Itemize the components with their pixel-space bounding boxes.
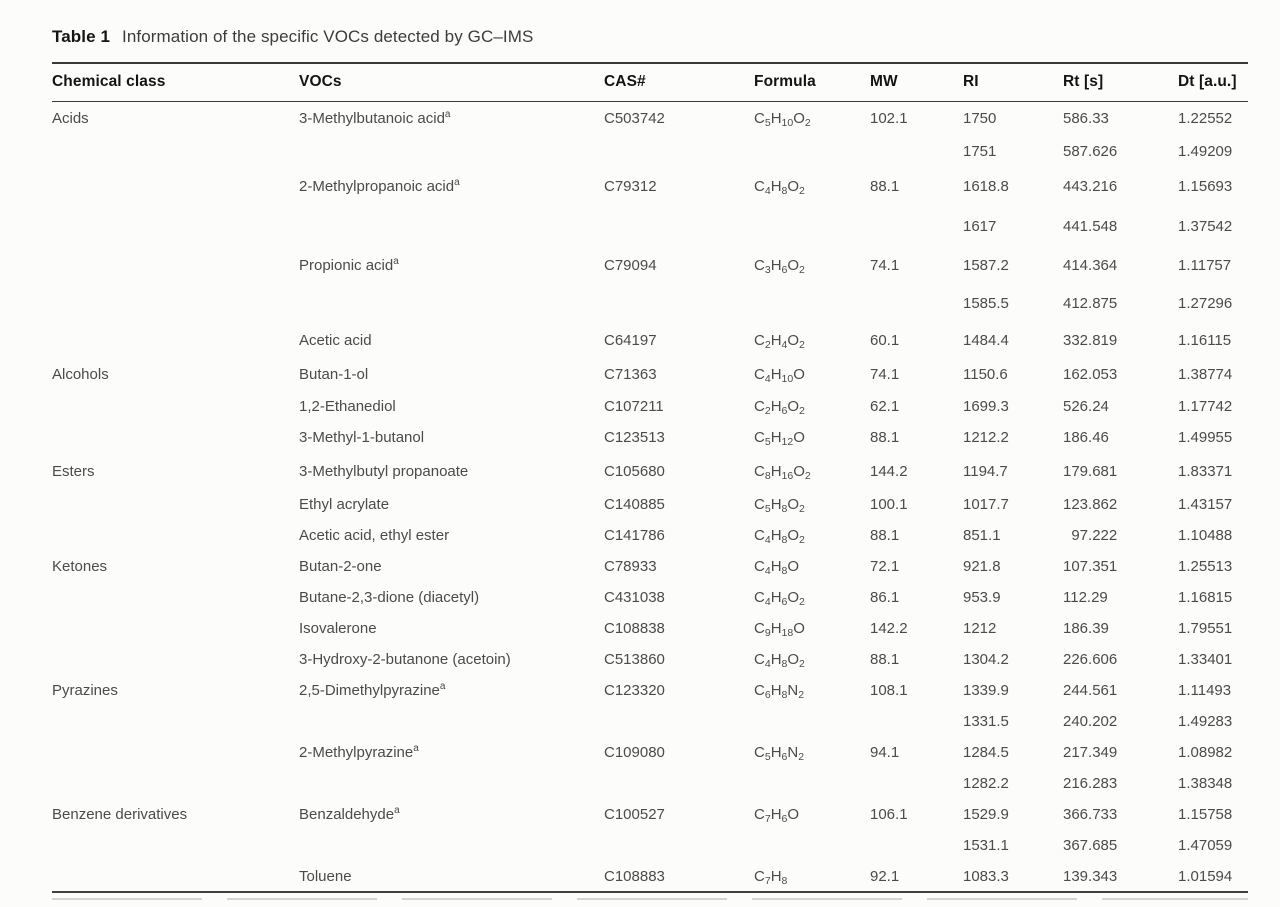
cell-voc: 3-Methyl-1-butanol	[299, 429, 425, 446]
footnote-marker: a	[444, 108, 451, 120]
column-header: Chemical class	[52, 63, 299, 101]
cell-chemical-class	[52, 323, 299, 357]
table-row	[52, 706, 1248, 737]
cell-chemical-class	[52, 582, 299, 613]
cell-voc: 3-Methylbutyl propanoate	[299, 462, 469, 480]
cell-voc: 3-Methylbutanoic acid$^a$	[299, 108, 451, 127]
cell-mw: 60.1	[870, 331, 900, 349]
cell-ri: 1150.6	[963, 365, 1008, 383]
cell-rt: 112.29	[1063, 589, 1108, 606]
cell-mw: 94.1	[870, 744, 900, 761]
cell-ri: 851.1	[963, 527, 1001, 544]
cell-rt: 162.053	[1063, 365, 1118, 383]
cell-dt: 1.15758	[1178, 806, 1233, 823]
cell-dt: 1.79551	[1178, 620, 1233, 637]
cell-chemical-class	[52, 830, 299, 861]
cell-cas: C79094	[604, 256, 657, 274]
cell-chemical-class	[52, 247, 299, 283]
cell-mw: 74.1	[870, 365, 900, 383]
cell-dt: 1.11757	[1178, 256, 1232, 274]
cell-cas: C78933	[604, 558, 657, 575]
cell-ri: 1617	[963, 217, 997, 235]
cell-ri: 1083.3	[963, 867, 1009, 885]
cell-chemical-class	[52, 167, 299, 205]
cell-voc: Toluene	[299, 867, 352, 885]
table-row	[52, 675, 1248, 706]
cell-cas	[604, 768, 754, 799]
cell-formula: $C_5H_{10}O_2$	[754, 109, 811, 129]
cell-cas: C141786	[604, 527, 665, 544]
table-row	[52, 582, 1248, 613]
cell-rt: 97.222	[1063, 527, 1118, 544]
cell-voc	[299, 135, 604, 167]
cell-cas: C107211	[604, 398, 664, 415]
cell-mw	[870, 830, 963, 861]
cell-ri: 1212	[963, 620, 997, 637]
cell-cas: C108838	[604, 620, 665, 637]
cell-voc: Ethyl acrylate	[299, 496, 390, 513]
footnote-marker: a	[393, 255, 399, 267]
cell-chemical-class	[52, 768, 299, 799]
cell-voc: Butane-2,3-dione (diacetyl)	[299, 589, 480, 606]
table-row	[52, 283, 1248, 323]
cell-formula: $C_4H_8O$	[754, 558, 800, 577]
cell-mw: 88.1	[870, 429, 900, 446]
cell-dt: 1.49283	[1178, 713, 1233, 730]
cell-cas: C100527	[604, 806, 665, 823]
cell-cas	[604, 283, 754, 323]
cell-mw	[870, 768, 963, 799]
cell-ri: 921.8	[963, 558, 1001, 575]
cell-mw	[870, 135, 963, 167]
cell-rt: 107.351	[1063, 558, 1118, 575]
cell-rt: 240.202	[1063, 713, 1118, 730]
cell-cas: C71363	[604, 365, 657, 383]
table-row	[52, 861, 1248, 892]
cell-dt: 1.22552	[1178, 109, 1233, 127]
cell-rt: 412.875	[1063, 294, 1118, 312]
cell-chemical-class: Alcohols	[52, 365, 109, 383]
cell-formula: $C_5H_6N_2$	[754, 744, 805, 763]
cell-chemical-class	[52, 706, 299, 737]
cell-cas	[604, 205, 754, 247]
cell-chemical-class: Ketones	[52, 558, 108, 575]
cell-formula	[754, 283, 870, 323]
cell-ri: 1531.1	[963, 837, 1009, 854]
cell-ri: 1618.8	[963, 177, 1009, 195]
table-row	[52, 205, 1248, 247]
cell-voc: 2-Methylpyrazine$^a$	[299, 743, 419, 761]
cell-formula: $C_4H_6O_2$	[754, 589, 805, 608]
cell-dt: 1.33401	[1178, 651, 1233, 668]
cell-mw	[870, 706, 963, 737]
bottom-double-rule	[52, 898, 1248, 900]
cell-rt: 186.39	[1063, 620, 1109, 637]
footnote-marker: a	[394, 805, 400, 816]
table-number-label: Table 1	[52, 27, 111, 46]
cell-ri: 1017.7	[963, 496, 1009, 513]
cell-rt: 332.819	[1063, 331, 1118, 349]
cell-rt: 586.33	[1063, 109, 1109, 127]
table-row	[52, 830, 1248, 861]
cell-mw	[870, 283, 963, 323]
cell-dt: 1.38348	[1178, 775, 1233, 792]
cell-formula: $C_7H_6O$	[754, 806, 800, 825]
cell-dt: 1.11493	[1178, 682, 1232, 699]
cell-mw: 144.2	[870, 462, 908, 480]
cell-dt: 1.38774	[1178, 365, 1233, 383]
cell-mw: 88.1	[870, 177, 900, 195]
table-row	[52, 768, 1248, 799]
cell-voc: 3-Hydroxy-2-butanone (acetoin)	[299, 651, 511, 668]
cell-cas	[604, 706, 754, 737]
cell-voc	[299, 205, 604, 247]
table-row	[52, 391, 1248, 422]
cell-ri: 1484.4	[963, 331, 1009, 349]
cell-chemical-class	[52, 489, 299, 520]
cell-formula: $C_4H_8O_2$	[754, 651, 805, 670]
cell-chemical-class: Benzene derivatives	[52, 806, 188, 823]
cell-formula: $C_4H_{10}O$	[754, 365, 805, 385]
cell-voc: 1,2-Ethanediol	[299, 398, 396, 415]
cell-cas	[604, 830, 754, 861]
cell-mw: 86.1	[870, 589, 900, 606]
cell-mw: 100.1	[870, 496, 908, 513]
table-header	[52, 63, 1248, 101]
cell-cas: C64197	[604, 331, 657, 349]
column-header: MW	[870, 63, 963, 101]
table-row	[52, 551, 1248, 582]
table-row	[52, 453, 1248, 489]
column-header: VOCs	[299, 63, 604, 101]
cell-chemical-class	[52, 737, 299, 768]
table-caption	[52, 26, 1248, 48]
cell-mw: 72.1	[870, 558, 900, 575]
cell-formula	[754, 830, 870, 861]
cell-dt: 1.01594	[1178, 867, 1233, 885]
cell-cas	[604, 135, 754, 167]
cell-ri: 1339.9	[963, 682, 1009, 699]
cell-chemical-class	[52, 391, 299, 422]
cell-formula	[754, 135, 870, 167]
cell-cas: C108883	[604, 867, 665, 885]
cell-voc: Acetic acid, ethyl ester	[299, 527, 450, 544]
cell-rt: 179.681	[1063, 462, 1118, 480]
table-row	[52, 520, 1248, 551]
cell-ri: 1585.5	[963, 294, 1009, 312]
cell-formula: $C_8H_{16}O_2$	[754, 462, 811, 482]
cell-dt: 1.27296	[1178, 294, 1233, 312]
table-row	[52, 422, 1248, 453]
cell-mw: 88.1	[870, 527, 900, 544]
cell-formula: $C_9H_{18}O$	[754, 620, 805, 639]
cell-rt: 216.283	[1063, 775, 1118, 792]
cell-chemical-class	[52, 644, 299, 675]
table-row	[52, 613, 1248, 644]
cell-voc	[299, 768, 604, 799]
cell-rt: 217.349	[1063, 744, 1118, 761]
cell-chemical-class: Pyrazines	[52, 682, 118, 699]
table-row	[52, 357, 1248, 391]
cell-chemical-class	[52, 613, 299, 644]
cell-formula: $C_4H_8O_2$	[754, 527, 805, 546]
cell-rt: 244.561	[1063, 682, 1118, 699]
cell-ri: 1529.9	[963, 806, 1009, 823]
cell-chemical-class	[52, 205, 299, 247]
cell-chemical-class: Esters	[52, 462, 95, 480]
cell-voc: Propionic acid$^a$	[299, 255, 399, 274]
cell-ri: 1212.2	[963, 429, 1009, 446]
cell-formula: $C_2H_6O_2$	[754, 398, 805, 417]
cell-dt: 1.16815	[1178, 589, 1233, 606]
cell-chemical-class	[52, 520, 299, 551]
cell-rt: 367.685	[1063, 837, 1118, 854]
cell-ri: 1587.2	[963, 256, 1009, 274]
cell-dt: 1.37542	[1178, 217, 1233, 235]
cell-rt: 414.364	[1063, 256, 1118, 274]
cell-ri: 1699.3	[963, 398, 1009, 415]
cell-dt: 1.49209	[1178, 142, 1233, 160]
cell-dt: 1.83371	[1178, 462, 1233, 480]
cell-voc: Acetic acid	[299, 331, 372, 349]
cell-dt: 1.25513	[1178, 558, 1233, 575]
column-header: RI	[963, 63, 1063, 101]
cell-cas: C123320	[604, 682, 665, 699]
column-header: Rt [s]	[1063, 63, 1178, 101]
cell-voc	[299, 830, 604, 861]
cell-chemical-class	[52, 283, 299, 323]
cell-formula: $C_4H_8O_2$	[754, 177, 805, 197]
cell-voc: Benzaldehyde$^a$	[299, 805, 400, 823]
cell-dt: 1.49955	[1178, 429, 1233, 446]
table-body	[52, 101, 1248, 892]
cell-rt: 443.216	[1063, 177, 1118, 195]
cell-cas: C123513	[604, 429, 665, 446]
cell-voc: Butan-1-ol	[299, 365, 369, 383]
cell-dt: 1.16115	[1178, 331, 1232, 349]
cell-rt: 186.46	[1063, 429, 1109, 446]
table-row	[52, 135, 1248, 167]
table-header-row	[52, 63, 1248, 101]
cell-formula: $C_5H_{12}O$	[754, 429, 805, 448]
cell-dt: 1.43157	[1178, 496, 1233, 513]
cell-ri: 1751	[963, 142, 997, 160]
cell-rt: 587.626	[1063, 142, 1118, 160]
cell-cas: C513860	[604, 651, 665, 668]
table-row	[52, 799, 1248, 830]
cell-dt: 1.08982	[1178, 744, 1233, 761]
cell-formula: $C_5H_8O_2$	[754, 496, 805, 515]
table-row	[52, 167, 1248, 205]
cell-voc: Butan-2-one	[299, 558, 382, 575]
cell-cas: C503742	[604, 109, 665, 127]
cell-mw: 142.2	[870, 620, 908, 637]
voc-table	[52, 62, 1248, 893]
cell-rt: 123.862	[1063, 496, 1118, 513]
cell-rt: 441.548	[1063, 217, 1118, 235]
cell-formula: $C_6H_8N_2$	[754, 682, 805, 701]
cell-ri: 1194.7	[963, 462, 1008, 480]
table-row	[52, 247, 1248, 283]
footnote-marker: a	[454, 176, 460, 188]
cell-chemical-class	[52, 135, 299, 167]
cell-dt: 1.17742	[1178, 398, 1233, 415]
cell-formula	[754, 205, 870, 247]
cell-rt: 226.606	[1063, 651, 1118, 668]
cell-cas: C105680	[604, 462, 665, 480]
cell-cas: C140885	[604, 496, 665, 513]
cell-mw: 74.1	[870, 256, 900, 274]
cell-rt: 139.343	[1063, 867, 1118, 885]
table-row	[52, 101, 1248, 135]
cell-formula	[754, 768, 870, 799]
footnote-marker: a	[439, 681, 446, 692]
table-caption-text: Information of the specific VOCs detected by GC–IMS	[122, 27, 534, 46]
cell-mw: 88.1	[870, 651, 900, 668]
cell-chemical-class	[52, 422, 299, 453]
cell-formula: $C_3H_6O_2$	[754, 256, 805, 276]
cell-dt: 1.10488	[1178, 527, 1233, 544]
cell-ri: 1284.5	[963, 744, 1009, 761]
table-row	[52, 644, 1248, 675]
cell-mw: 62.1	[870, 398, 900, 415]
cell-voc	[299, 706, 604, 737]
cell-cas: C431038	[604, 589, 665, 606]
cell-formula: $C_2H_4O_2$	[754, 331, 805, 351]
cell-ri: 1282.2	[963, 775, 1009, 792]
cell-mw: 108.1	[870, 682, 908, 699]
cell-rt: 526.24	[1063, 398, 1109, 415]
cell-dt: 1.47059	[1178, 837, 1233, 854]
cell-mw: 92.1	[870, 867, 900, 885]
cell-cas: C109080	[604, 744, 665, 761]
column-header: Formula	[754, 63, 870, 101]
cell-formula	[754, 706, 870, 737]
cell-rt: 366.733	[1063, 806, 1118, 823]
cell-chemical-class	[52, 861, 299, 892]
cell-voc: 2-Methylpropanoic acid$^a$	[299, 176, 460, 195]
cell-ri: 1304.2	[963, 651, 1009, 668]
cell-ri: 953.9	[963, 589, 1001, 606]
cell-cas: C79312	[604, 177, 657, 195]
cell-voc	[299, 283, 604, 323]
cell-formula: $C_7H_8$	[754, 867, 788, 887]
cell-mw	[870, 205, 963, 247]
table-row	[52, 737, 1248, 768]
column-header: Dt [a.u.]	[1178, 63, 1248, 101]
cell-mw: 106.1	[870, 806, 908, 823]
cell-ri: 1331.5	[963, 713, 1009, 730]
cell-dt: 1.15693	[1178, 177, 1233, 195]
cell-voc: 2,5-Dimethylpyrazine$^a$	[299, 681, 446, 699]
cell-chemical-class: Acids	[52, 109, 89, 127]
table-row	[52, 489, 1248, 520]
cell-ri: 1750	[963, 109, 997, 127]
footnote-marker: a	[413, 743, 419, 754]
cell-mw: 102.1	[870, 109, 908, 127]
cell-voc: Isovalerone	[299, 620, 377, 637]
table-row	[52, 323, 1248, 357]
column-header: CAS#	[604, 63, 754, 101]
